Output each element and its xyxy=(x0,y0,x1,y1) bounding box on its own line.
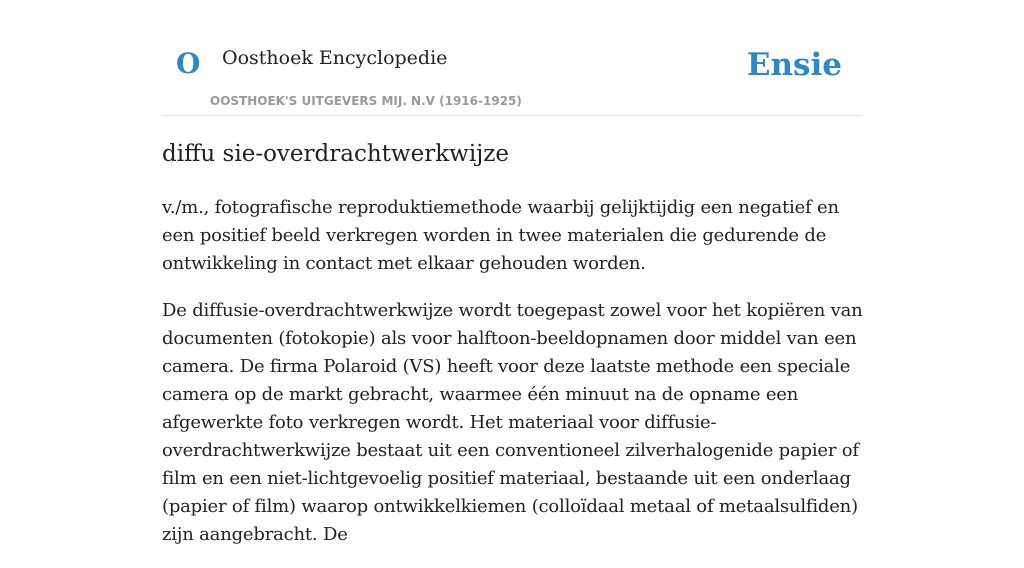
definition-paragraph: v./m., fotografische reproduktiemethode waarbij gelijktijdig een negatief en een positief beeld verkregen worden in twee materialen die gedurende de ontwikkeling in contact met elkaar gehouden worden. xyxy=(162,197,839,274)
body-paragraph: De diffusie-overdrachtwerkwijze wordt toegepast zowel voor het kopiëren van documenten (fotokopie) als voor halftoon-beeldopnamen door middel van een camera. De firma Polaroid (VS) heeft voor deze laatste methode een speciale camera op de markt gebracht, waarmee één minuut na de opname een afgewerkte foto verkregen wordt. Het materiaal voor diffusie-overdrachtwerkwijze bestaat uit een conventioneel zilverhalogenide papier of film en een niet-lichtgevoelig positief materiaal, bestaande uit een onderlaag (papier of film) waarop ontwikkelkiemen (colloïdaal metaal of metaalsulfiden) zijn aangebracht. De xyxy=(162,300,863,545)
ensie-logo-link[interactable]: Ensie xyxy=(746,47,842,83)
site-header xyxy=(162,28,862,116)
oosthoek-logo[interactable]: O xyxy=(176,47,201,80)
publisher-label: OOSTHOEK'S UITGEVERS MIJ. N.V (1916-1925) xyxy=(210,94,522,108)
article xyxy=(162,138,864,568)
entry-title: diffu sie-overdrachtwerkwijze xyxy=(162,141,510,167)
site-title-link[interactable]: Oosthoek Encyclopedie xyxy=(222,47,448,69)
